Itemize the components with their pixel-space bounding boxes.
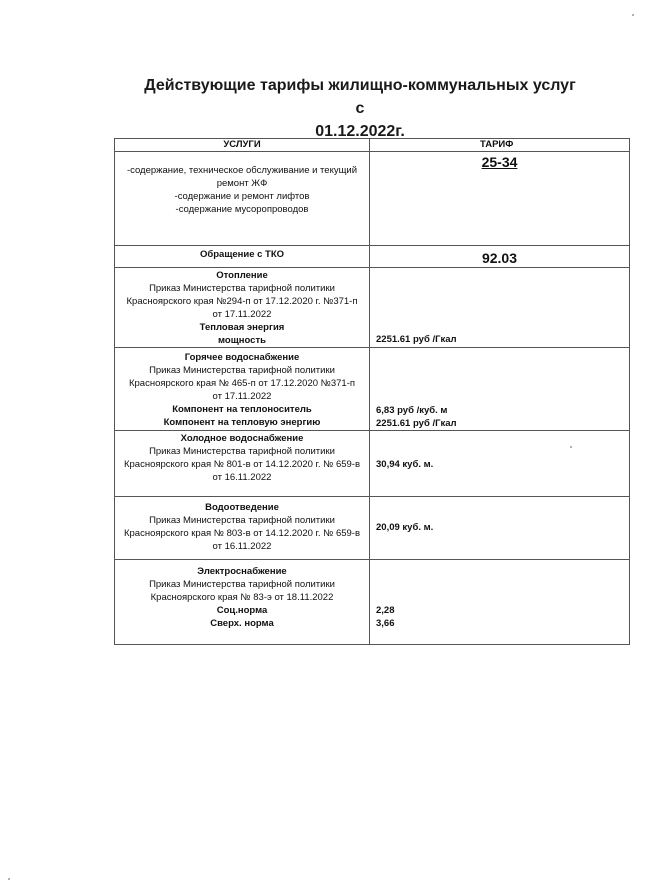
service-cold-water (115, 431, 370, 497)
service-tko: Обращение с ТКО (115, 246, 370, 268)
service-maintenance (115, 152, 370, 246)
maintenance-line-4: -содержание мусоропроводов (175, 204, 309, 215)
tariff-heating-value: 2251.61 руб /Гкал (376, 334, 457, 345)
cold-water-line-2: Красноярского края № 801-в от 14.12.2020 г. № 659-в (123, 459, 361, 470)
heating-line-2: Красноярского края №294-п от 17.12.2020 г. №371-п (126, 296, 358, 307)
maintenance-line-2: ремонт ЖФ (216, 178, 268, 189)
scan-speck (632, 14, 634, 16)
service-heating (115, 268, 370, 348)
table-row-cold-water (115, 431, 630, 497)
table-row-tko (115, 246, 630, 268)
scan-speck (8, 878, 10, 880)
tariff-maintenance (370, 152, 630, 246)
hot-water-sub-2: Компонент на тепловую энергию (163, 417, 321, 428)
tariff-electricity (370, 560, 630, 645)
heating-line-3: от 17.11.2022 (212, 309, 272, 320)
page-title (140, 74, 580, 143)
tariff-cold-water-value: 30,94 куб. м. (376, 459, 434, 470)
hot-water-line-2: Красноярского края № 465-п от 17.12.2020 №371-п (128, 378, 356, 389)
tariff-hot-water-value-2: 2251.61 руб /Гкал (376, 418, 457, 429)
electricity-line-1: Приказ Министерства тарифной политики (149, 579, 335, 590)
hot-water-sub-1: Компонент на теплоноситель (172, 404, 312, 415)
title-line-2: 01.12.2022г. (315, 123, 405, 140)
cold-water-heading: Холодное водоснабжение (180, 433, 304, 444)
tariff-hot-water-value-1: 6,83 руб /куб. м (376, 405, 448, 416)
tariff-cold-water (370, 431, 630, 497)
hot-water-line-1: Приказ Министерства тарифной политики (149, 365, 335, 376)
table-header-row (115, 139, 630, 152)
tariff-electricity-value-1: 2,28 (376, 605, 395, 616)
cold-water-line-3: от 16.11.2022 (212, 472, 272, 483)
scan-speck (570, 446, 572, 448)
sewage-line-2: Красноярского края № 803-в от 14.12.2020 г. № 659-в (123, 528, 361, 539)
electricity-heading: Электроснабжение (197, 566, 287, 577)
hot-water-line-3: от 17.11.2022 (212, 391, 272, 402)
maintenance-line-3: -содержание и ремонт лифтов (174, 191, 310, 202)
hot-water-heading: Горячее водоснабжение (184, 352, 300, 363)
tariff-sewage (370, 497, 630, 560)
sewage-heading: Водоотведение (205, 502, 279, 513)
tariff-electricity-value-2: 3,66 (376, 618, 395, 629)
tariff-hot-water (370, 348, 630, 431)
sewage-line-3: от 16.11.2022 (212, 541, 272, 552)
table-row-sewage (115, 497, 630, 560)
tariff-maintenance-value: 25-34 (481, 154, 518, 170)
cold-water-line-1: Приказ Министерства тарифной политики (149, 446, 335, 457)
table-row-maintenance (115, 152, 630, 246)
electricity-sub-2: Сверх. норма (210, 618, 274, 629)
heating-sub-1: Тепловая энергия (199, 322, 285, 333)
table-row-electricity (115, 560, 630, 645)
electricity-line-2: Красноярского края № 83-э от 18.11.2022 (150, 592, 334, 603)
tariff-heating (370, 268, 630, 348)
service-hot-water (115, 348, 370, 431)
header-services: УСЛУГИ (115, 139, 370, 152)
table-row-heating (115, 268, 630, 348)
heating-sub-2: мощность (218, 335, 266, 346)
sewage-line-1: Приказ Министерства тарифной политики (149, 515, 335, 526)
table-row-hot-water (115, 348, 630, 431)
heating-heading: Отопление (216, 270, 268, 281)
maintenance-line-1: -содержание, техническое обслуживание и текущий (126, 165, 358, 176)
heating-line-1: Приказ Министерства тарифной политики (149, 283, 335, 294)
electricity-sub-1: Соц.норма (216, 605, 268, 616)
service-sewage (115, 497, 370, 560)
header-tariff: ТАРИФ (370, 139, 630, 152)
service-electricity (115, 560, 370, 645)
title-line-1: Действующие тарифы жилищно-коммунальных услуг с (144, 77, 576, 117)
tariff-table (114, 138, 630, 645)
tariff-sewage-value: 20,09 куб. м. (376, 522, 434, 533)
tariff-tko: 92.03 (370, 246, 630, 268)
